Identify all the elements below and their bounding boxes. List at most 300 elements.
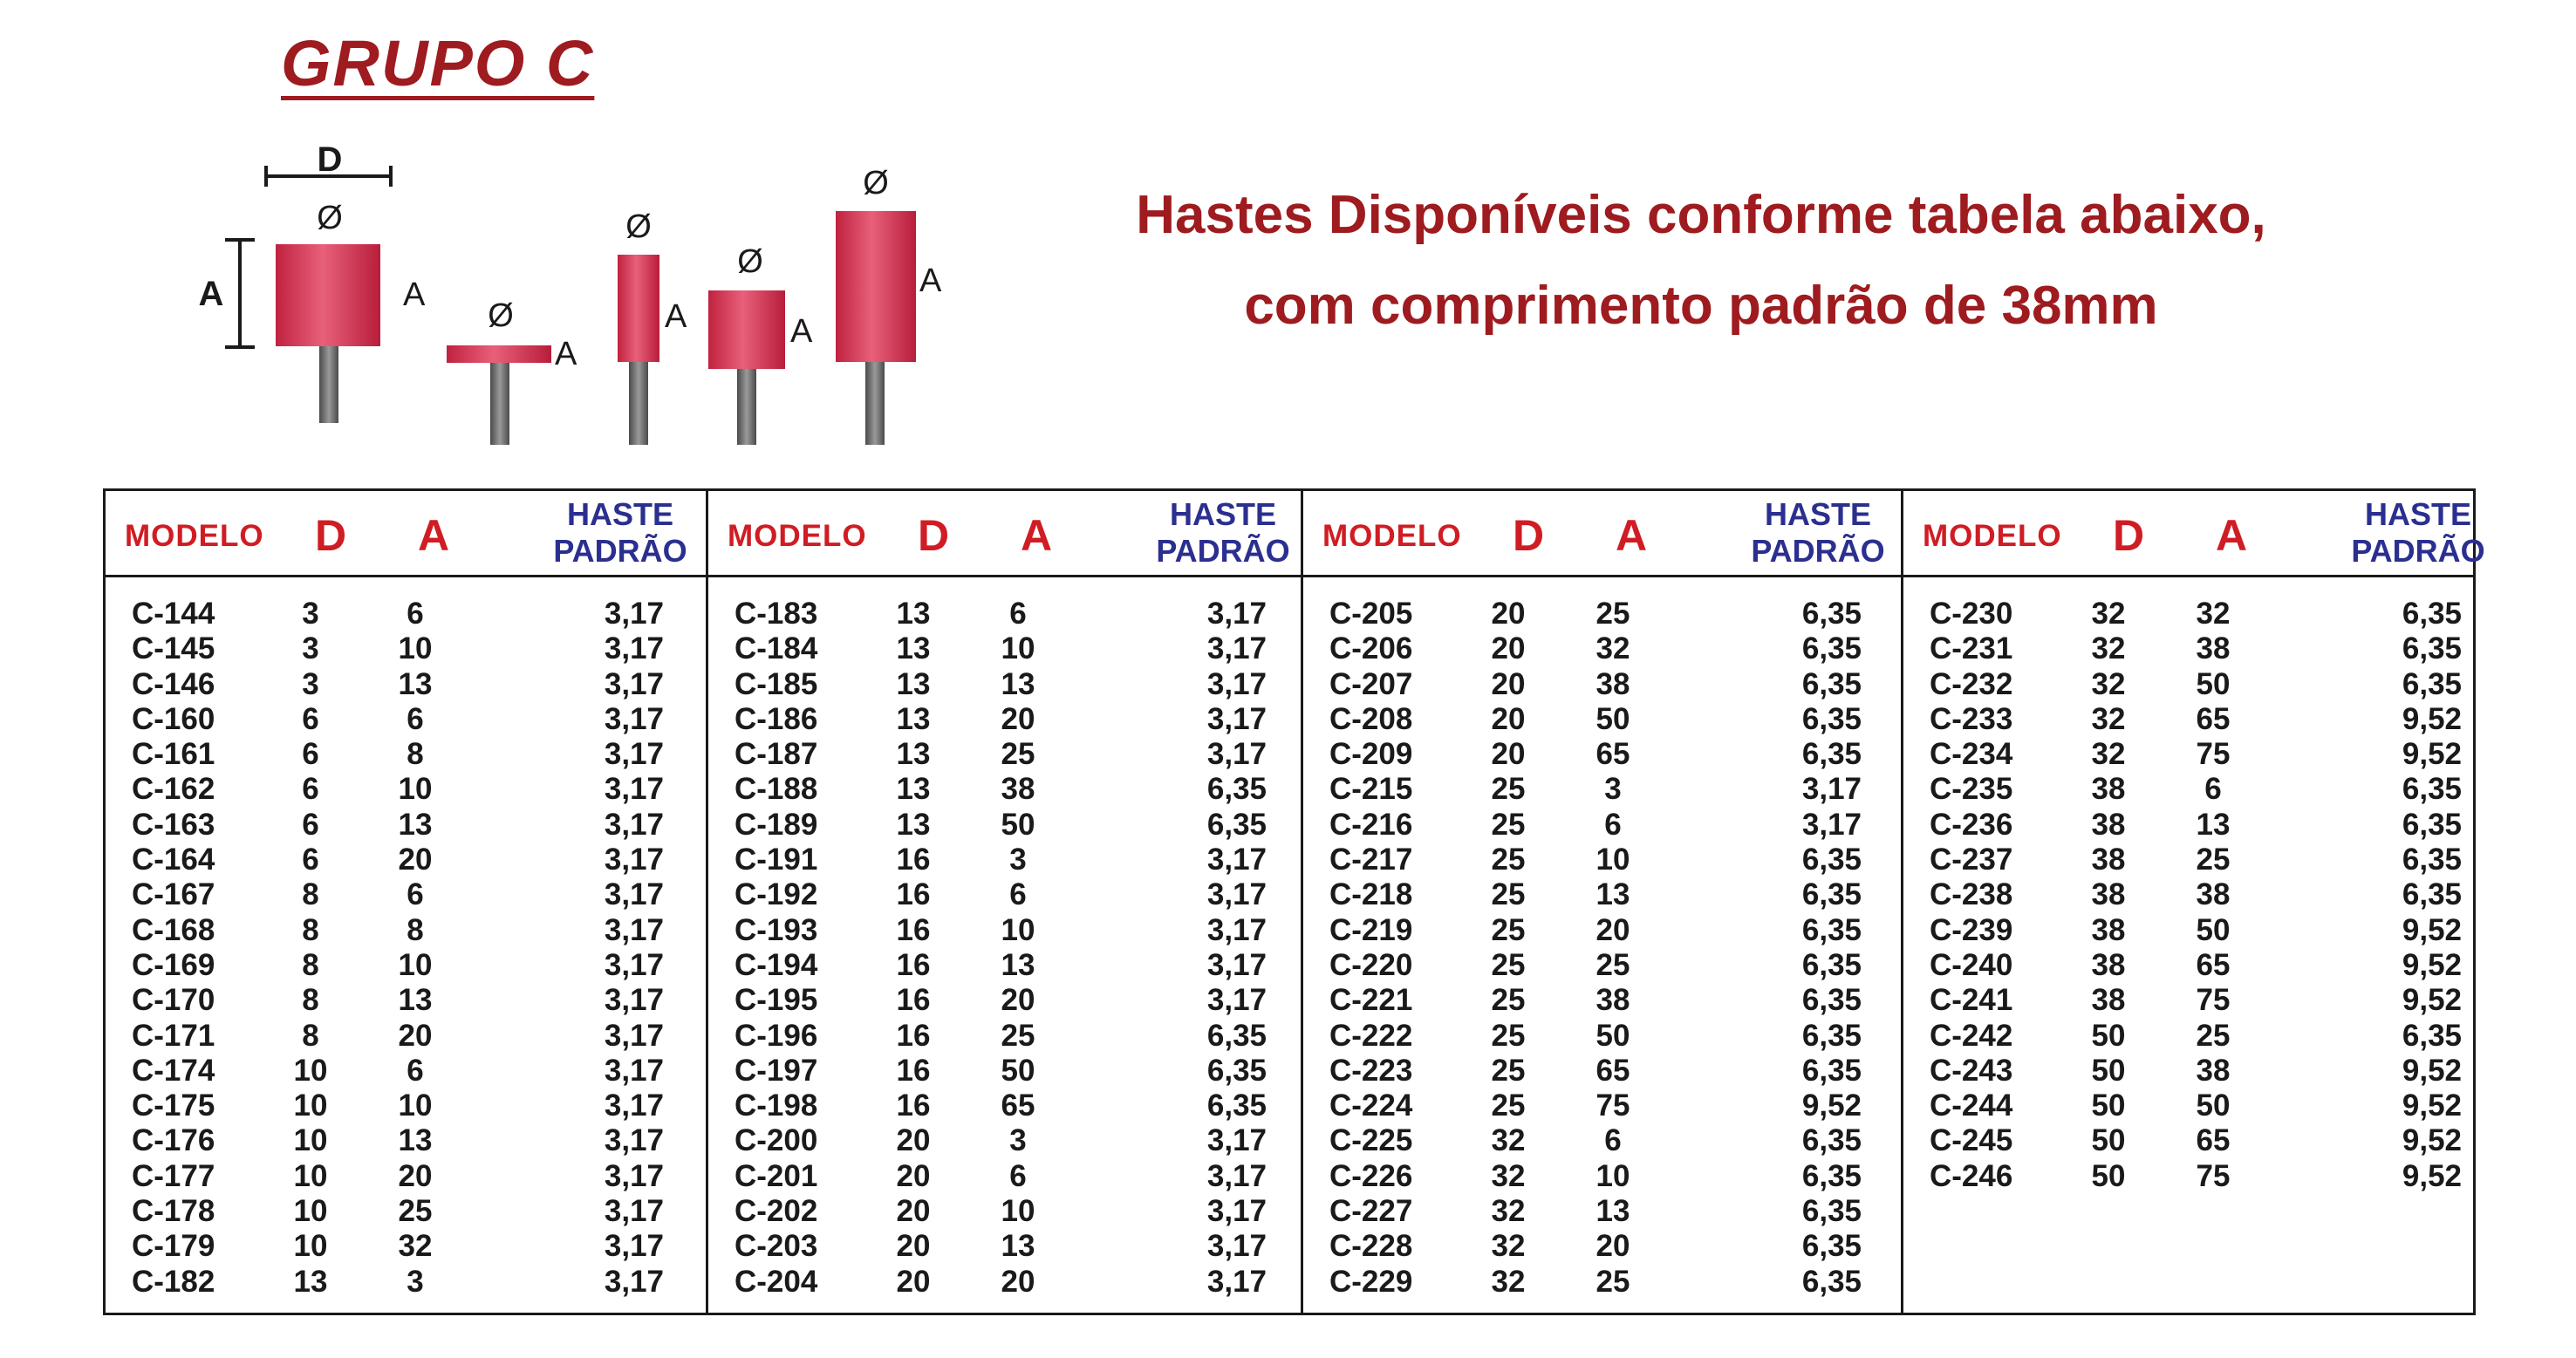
cell-haste: 6,35 bbox=[1206, 1053, 1267, 1088]
table-row bbox=[708, 1123, 1301, 1158]
diameter-symbol: Ø bbox=[317, 200, 343, 236]
cell-a: 38 bbox=[1001, 772, 1035, 807]
diameter-symbol: Ø bbox=[488, 297, 514, 334]
table-row bbox=[1903, 667, 2473, 702]
cell-modelo: C-224 bbox=[1329, 1088, 1413, 1123]
header-d: D bbox=[1513, 511, 1545, 560]
cell-modelo: C-246 bbox=[1930, 1158, 2013, 1193]
cell-modelo: C-198 bbox=[735, 1088, 818, 1123]
cell-modelo: C-182 bbox=[132, 1264, 215, 1299]
cell-modelo: C-206 bbox=[1329, 631, 1413, 666]
cell-haste: 6,35 bbox=[2402, 772, 2462, 807]
table-row bbox=[708, 843, 1301, 877]
table-row bbox=[708, 1159, 1301, 1194]
table-row bbox=[1303, 1054, 1901, 1088]
table-header bbox=[106, 491, 706, 577]
header-haste-padrao bbox=[1722, 496, 1914, 570]
cell-a: 10 bbox=[1595, 1158, 1630, 1193]
cell-d: 38 bbox=[2091, 807, 2126, 842]
cell-a: 10 bbox=[1001, 912, 1035, 947]
cell-haste: 6,35 bbox=[1206, 772, 1267, 807]
cell-a: 25 bbox=[1595, 947, 1630, 982]
table-row bbox=[106, 983, 706, 1018]
cell-d: 16 bbox=[896, 1088, 931, 1123]
table-row bbox=[106, 1229, 706, 1264]
cell-modelo: C-184 bbox=[735, 631, 818, 666]
cell-haste: 6,35 bbox=[1801, 1053, 1862, 1088]
cell-haste: 3,17 bbox=[1206, 701, 1267, 736]
subtitle bbox=[1003, 170, 2399, 351]
table-row bbox=[708, 667, 1301, 702]
table-row bbox=[1903, 948, 2473, 983]
cell-d: 20 bbox=[896, 1123, 931, 1158]
cell-haste: 3,17 bbox=[1801, 772, 1862, 807]
table-row bbox=[106, 631, 706, 666]
cell-haste: 6,35 bbox=[1801, 666, 1862, 701]
table-section-2 bbox=[706, 491, 1301, 1313]
table-header bbox=[1903, 491, 2485, 577]
table-row bbox=[106, 1054, 706, 1088]
table-row bbox=[1903, 808, 2473, 843]
cell-a: 20 bbox=[1001, 1264, 1035, 1299]
table-row bbox=[1903, 1159, 2473, 1194]
cell-modelo: C-194 bbox=[735, 947, 818, 982]
cell-a: 10 bbox=[1001, 631, 1035, 666]
cell-haste: 9,52 bbox=[2402, 1053, 2462, 1088]
cell-d: 13 bbox=[896, 631, 931, 666]
cell-modelo: C-176 bbox=[132, 1123, 215, 1158]
wheel-shape-3 bbox=[618, 208, 687, 445]
cell-d: 50 bbox=[2091, 1053, 2126, 1088]
dimension-label-a: A bbox=[198, 275, 224, 313]
cell-d: 16 bbox=[896, 1053, 931, 1088]
cell-a: 32 bbox=[398, 1229, 433, 1264]
cell-modelo: C-228 bbox=[1329, 1229, 1413, 1264]
cell-haste: 6,35 bbox=[1801, 1158, 1862, 1193]
cell-a: 10 bbox=[398, 772, 433, 807]
cell-a: 32 bbox=[2196, 597, 2231, 631]
cell-d: 16 bbox=[896, 983, 931, 1018]
cell-d: 50 bbox=[2091, 1018, 2126, 1053]
cell-modelo: C-232 bbox=[1930, 666, 2013, 701]
cell-haste: 9,52 bbox=[2402, 1088, 2462, 1123]
cell-d: 38 bbox=[2091, 877, 2126, 912]
cell-d: 38 bbox=[2091, 983, 2126, 1018]
cell-d: 38 bbox=[2091, 843, 2126, 877]
table-row bbox=[106, 702, 706, 737]
subtitle-line-2: com comprimento padrão de 38mm bbox=[1244, 276, 2158, 336]
table-row bbox=[1903, 877, 2473, 912]
table-row bbox=[1303, 913, 1901, 948]
cell-a: 6 bbox=[1604, 807, 1622, 842]
cell-d: 13 bbox=[896, 772, 931, 807]
cell-modelo: C-144 bbox=[132, 597, 215, 631]
cell-a: 10 bbox=[398, 1088, 433, 1123]
cell-a: 20 bbox=[1001, 983, 1035, 1018]
table-row bbox=[708, 1054, 1301, 1088]
cell-haste: 9,52 bbox=[2402, 701, 2462, 736]
cell-a: 50 bbox=[1595, 1018, 1630, 1053]
cell-d: 25 bbox=[1491, 983, 1526, 1018]
cell-a: 65 bbox=[2196, 1123, 2231, 1158]
cell-modelo: C-219 bbox=[1329, 912, 1413, 947]
cell-d: 32 bbox=[1491, 1264, 1526, 1299]
table-row bbox=[1903, 1088, 2473, 1123]
cell-d: 32 bbox=[1491, 1229, 1526, 1264]
header-modelo: MODELO bbox=[1322, 519, 1462, 553]
cell-a: 13 bbox=[2196, 807, 2231, 842]
cell-a: 13 bbox=[1595, 1194, 1630, 1229]
table-section-1 bbox=[106, 491, 706, 1313]
cell-haste: 3,17 bbox=[604, 1264, 664, 1299]
cell-haste: 3,17 bbox=[604, 666, 664, 701]
cell-haste: 6,35 bbox=[1206, 1018, 1267, 1053]
cell-modelo: C-226 bbox=[1329, 1158, 1413, 1193]
header-haste: HASTE bbox=[566, 496, 673, 532]
cell-modelo: C-196 bbox=[735, 1018, 818, 1053]
cell-d: 3 bbox=[302, 597, 319, 631]
cell-haste: 6,35 bbox=[1801, 701, 1862, 736]
table-row bbox=[106, 597, 706, 631]
cell-modelo: C-234 bbox=[1930, 737, 2013, 772]
dimension-label-a: A bbox=[919, 263, 942, 299]
cell-haste: 6,35 bbox=[2402, 1018, 2462, 1053]
table-row bbox=[1903, 983, 2473, 1018]
header-haste-padrao bbox=[2322, 496, 2514, 570]
table-row bbox=[106, 1019, 706, 1054]
cell-a: 13 bbox=[1001, 1229, 1035, 1264]
cell-d: 25 bbox=[1491, 1018, 1526, 1053]
table-row bbox=[1903, 1019, 2473, 1054]
cell-a: 6 bbox=[1604, 1123, 1622, 1158]
cell-a: 6 bbox=[1009, 877, 1027, 912]
cell-haste: 3,17 bbox=[604, 1053, 664, 1088]
cell-d: 50 bbox=[2091, 1088, 2126, 1123]
cell-a: 65 bbox=[2196, 947, 2231, 982]
cell-d: 38 bbox=[2091, 912, 2126, 947]
cell-d: 32 bbox=[2091, 737, 2126, 772]
cell-d: 32 bbox=[2091, 597, 2126, 631]
header-haste: HASTE bbox=[1764, 496, 1871, 532]
cell-modelo: C-217 bbox=[1329, 843, 1413, 877]
cell-d: 13 bbox=[896, 597, 931, 631]
table-row bbox=[1903, 597, 2473, 631]
header-d: D bbox=[918, 511, 950, 560]
cell-d: 20 bbox=[1491, 737, 1526, 772]
cell-d: 10 bbox=[293, 1229, 328, 1264]
table-row bbox=[1903, 737, 2473, 772]
cell-d: 10 bbox=[293, 1158, 328, 1193]
cell-haste: 6,35 bbox=[2402, 666, 2462, 701]
cell-d: 16 bbox=[896, 1018, 931, 1053]
cell-d: 20 bbox=[1491, 597, 1526, 631]
header-a: A bbox=[418, 511, 450, 560]
cell-haste: 3,17 bbox=[604, 912, 664, 947]
cell-a: 13 bbox=[398, 1123, 433, 1158]
cell-modelo: C-227 bbox=[1329, 1194, 1413, 1229]
cell-modelo: C-205 bbox=[1329, 597, 1413, 631]
cell-a: 6 bbox=[407, 1053, 424, 1088]
header-haste: HASTE bbox=[2364, 496, 2471, 532]
table-row bbox=[1903, 631, 2473, 666]
cell-modelo: C-185 bbox=[735, 666, 818, 701]
cell-modelo: C-188 bbox=[735, 772, 818, 807]
cell-modelo: C-215 bbox=[1329, 772, 1413, 807]
cell-a: 20 bbox=[1595, 1229, 1630, 1264]
header-modelo: MODELO bbox=[125, 519, 264, 553]
table-row bbox=[708, 983, 1301, 1018]
cell-haste: 6,35 bbox=[1206, 807, 1267, 842]
table-row bbox=[1303, 1194, 1901, 1229]
table-row bbox=[106, 1159, 706, 1194]
cell-d: 25 bbox=[1491, 912, 1526, 947]
table-row bbox=[1303, 702, 1901, 737]
cell-d: 50 bbox=[2091, 1158, 2126, 1193]
cell-a: 50 bbox=[2196, 1088, 2231, 1123]
cell-a: 6 bbox=[407, 877, 424, 912]
table-row bbox=[1303, 808, 1901, 843]
wheel-shape-1 bbox=[199, 140, 426, 423]
cell-d: 16 bbox=[896, 947, 931, 982]
cell-d: 6 bbox=[302, 807, 319, 842]
cell-haste: 3,17 bbox=[604, 983, 664, 1018]
cell-haste: 3,17 bbox=[1206, 631, 1267, 666]
table-row bbox=[1303, 737, 1901, 772]
cell-d: 10 bbox=[293, 1194, 328, 1229]
cell-modelo: C-175 bbox=[132, 1088, 215, 1123]
table-body bbox=[106, 577, 706, 1300]
cell-modelo: C-233 bbox=[1930, 701, 2013, 736]
header-a: A bbox=[2216, 511, 2248, 560]
cell-a: 3 bbox=[1009, 843, 1027, 877]
cell-haste: 3,17 bbox=[604, 701, 664, 736]
cell-haste: 3,17 bbox=[1206, 666, 1267, 701]
cell-modelo: C-170 bbox=[132, 983, 215, 1018]
table-row bbox=[106, 1265, 706, 1300]
cell-haste: 6,35 bbox=[1801, 983, 1862, 1018]
cell-modelo: C-183 bbox=[735, 597, 818, 631]
cell-a: 75 bbox=[2196, 983, 2231, 1018]
cell-haste: 3,17 bbox=[1206, 1264, 1267, 1299]
cell-modelo: C-209 bbox=[1329, 737, 1413, 772]
cell-a: 38 bbox=[1595, 666, 1630, 701]
table-row bbox=[106, 667, 706, 702]
cell-modelo: C-235 bbox=[1930, 772, 2013, 807]
cell-haste: 3,17 bbox=[1206, 737, 1267, 772]
cell-modelo: C-163 bbox=[132, 807, 215, 842]
cell-modelo: C-202 bbox=[735, 1194, 818, 1229]
table-row bbox=[1303, 772, 1901, 807]
cell-modelo: C-218 bbox=[1329, 877, 1413, 912]
table-row bbox=[106, 737, 706, 772]
header-padrao: PADRÃO bbox=[2351, 533, 2485, 569]
page-title: GRUPO C bbox=[281, 27, 595, 99]
table-row bbox=[708, 948, 1301, 983]
cell-modelo: C-186 bbox=[735, 701, 818, 736]
cell-modelo: C-240 bbox=[1930, 947, 2013, 982]
cell-haste: 3,17 bbox=[604, 1088, 664, 1123]
table-row bbox=[708, 1229, 1301, 1264]
cell-modelo: C-171 bbox=[132, 1018, 215, 1053]
table-section-3 bbox=[1301, 491, 1901, 1313]
cell-d: 32 bbox=[1491, 1158, 1526, 1193]
cell-haste: 3,17 bbox=[604, 843, 664, 877]
table-row bbox=[1903, 1054, 2473, 1088]
wheel-shape-2 bbox=[447, 297, 577, 445]
cell-a: 25 bbox=[2196, 1018, 2231, 1053]
cell-haste: 6,35 bbox=[1801, 877, 1862, 912]
cell-d: 8 bbox=[302, 947, 319, 982]
cell-a: 25 bbox=[1001, 1018, 1035, 1053]
cell-d: 16 bbox=[896, 877, 931, 912]
table-row bbox=[708, 1088, 1301, 1123]
table-row bbox=[708, 702, 1301, 737]
cell-d: 16 bbox=[896, 843, 931, 877]
table-row bbox=[106, 948, 706, 983]
cell-haste: 6,35 bbox=[1206, 1088, 1267, 1123]
table-row bbox=[1903, 843, 2473, 877]
header-d: D bbox=[2113, 511, 2145, 560]
table-row bbox=[708, 1265, 1301, 1300]
cell-haste: 9,52 bbox=[2402, 1123, 2462, 1158]
cell-a: 6 bbox=[1009, 597, 1027, 631]
table-body bbox=[1903, 577, 2473, 1194]
mounted-point-diagram bbox=[0, 0, 1003, 471]
table-row bbox=[1303, 667, 1901, 702]
cell-modelo: C-179 bbox=[132, 1229, 215, 1264]
cell-modelo: C-189 bbox=[735, 807, 818, 842]
cell-a: 6 bbox=[2204, 772, 2222, 807]
dimension-label-d: D bbox=[317, 140, 343, 179]
cell-d: 8 bbox=[302, 912, 319, 947]
cell-d: 32 bbox=[1491, 1123, 1526, 1158]
cell-modelo: C-238 bbox=[1930, 877, 2013, 912]
cell-a: 6 bbox=[1009, 1158, 1027, 1193]
cell-modelo: C-193 bbox=[735, 912, 818, 947]
cell-a: 10 bbox=[398, 631, 433, 666]
cell-d: 8 bbox=[302, 1018, 319, 1053]
cell-d: 8 bbox=[302, 877, 319, 912]
cell-d: 3 bbox=[302, 666, 319, 701]
table-row bbox=[1303, 1019, 1901, 1054]
cell-a: 75 bbox=[1595, 1088, 1630, 1123]
cell-haste: 6,35 bbox=[1801, 1018, 1862, 1053]
cell-d: 13 bbox=[896, 737, 931, 772]
cell-a: 20 bbox=[398, 1158, 433, 1193]
cell-haste: 3,17 bbox=[1206, 983, 1267, 1018]
cell-a: 65 bbox=[1595, 1053, 1630, 1088]
cell-d: 8 bbox=[302, 983, 319, 1018]
cell-modelo: C-204 bbox=[735, 1264, 818, 1299]
cell-d: 13 bbox=[896, 807, 931, 842]
cell-modelo: C-145 bbox=[132, 631, 215, 666]
cell-modelo: C-178 bbox=[132, 1194, 215, 1229]
diameter-symbol: Ø bbox=[863, 165, 889, 201]
subtitle-line-1: Hastes Disponíveis conforme tabela abaixo, bbox=[1136, 185, 2266, 245]
cell-haste: 3,17 bbox=[604, 1123, 664, 1158]
table-row bbox=[708, 808, 1301, 843]
table-row bbox=[708, 631, 1301, 666]
table-row bbox=[1303, 1088, 1901, 1123]
cell-a: 10 bbox=[1001, 1194, 1035, 1229]
header-padrao: PADRÃO bbox=[1751, 533, 1885, 569]
cell-a: 38 bbox=[2196, 877, 2231, 912]
cell-modelo: C-200 bbox=[735, 1123, 818, 1158]
cell-d: 6 bbox=[302, 701, 319, 736]
header-haste: HASTE bbox=[1169, 496, 1276, 532]
cell-modelo: C-191 bbox=[735, 843, 818, 877]
table-row bbox=[1303, 597, 1901, 631]
cell-haste: 3,17 bbox=[604, 631, 664, 666]
cell-haste: 3,17 bbox=[1206, 877, 1267, 912]
cell-modelo: C-243 bbox=[1930, 1053, 2013, 1088]
cell-d: 25 bbox=[1491, 947, 1526, 982]
cell-a: 13 bbox=[398, 807, 433, 842]
cell-a: 25 bbox=[398, 1194, 433, 1229]
table-body bbox=[1303, 577, 1901, 1300]
cell-d: 10 bbox=[293, 1053, 328, 1088]
cell-d: 13 bbox=[293, 1264, 328, 1299]
table-row bbox=[1303, 983, 1901, 1018]
cell-a: 25 bbox=[1001, 737, 1035, 772]
cell-d: 32 bbox=[2091, 666, 2126, 701]
cell-haste: 3,17 bbox=[604, 737, 664, 772]
cell-modelo: C-241 bbox=[1930, 983, 2013, 1018]
cell-haste: 9,52 bbox=[2402, 737, 2462, 772]
cell-a: 6 bbox=[407, 597, 424, 631]
cell-a: 50 bbox=[1001, 807, 1035, 842]
cell-a: 25 bbox=[2196, 843, 2231, 877]
header-modelo: MODELO bbox=[1923, 519, 2062, 553]
table-row bbox=[1903, 913, 2473, 948]
cell-a: 3 bbox=[407, 1264, 424, 1299]
cell-modelo: C-239 bbox=[1930, 912, 2013, 947]
header-padrao: PADRÃO bbox=[1156, 533, 1290, 569]
cell-d: 10 bbox=[293, 1088, 328, 1123]
cell-modelo: C-177 bbox=[132, 1158, 215, 1193]
cell-modelo: C-236 bbox=[1930, 807, 2013, 842]
cell-haste: 3,17 bbox=[604, 1194, 664, 1229]
cell-haste: 9,52 bbox=[2402, 1158, 2462, 1193]
cell-modelo: C-208 bbox=[1329, 701, 1413, 736]
table-row bbox=[708, 913, 1301, 948]
table-row bbox=[708, 772, 1301, 807]
cell-modelo: C-201 bbox=[735, 1158, 818, 1193]
cell-haste: 6,35 bbox=[2402, 843, 2462, 877]
header-a: A bbox=[1616, 511, 1648, 560]
table-row bbox=[1903, 1123, 2473, 1158]
cell-a: 8 bbox=[407, 737, 424, 772]
cell-d: 25 bbox=[1491, 807, 1526, 842]
cell-modelo: C-160 bbox=[132, 701, 215, 736]
dimension-label-a: A bbox=[555, 336, 577, 372]
cell-d: 13 bbox=[896, 701, 931, 736]
cell-modelo: C-169 bbox=[132, 947, 215, 982]
cell-modelo: C-167 bbox=[132, 877, 215, 912]
table-row bbox=[1303, 1265, 1901, 1300]
cell-haste: 3,17 bbox=[604, 1229, 664, 1264]
cell-modelo: C-195 bbox=[735, 983, 818, 1018]
wheel-shape-4 bbox=[708, 243, 813, 445]
wheel-shape-5 bbox=[836, 165, 942, 445]
header-padrao: PADRÃO bbox=[553, 533, 687, 569]
cell-haste: 3,17 bbox=[604, 772, 664, 807]
cell-haste: 6,35 bbox=[1801, 1264, 1862, 1299]
table-row bbox=[106, 877, 706, 912]
cell-haste: 6,35 bbox=[2402, 877, 2462, 912]
cell-modelo: C-223 bbox=[1329, 1053, 1413, 1088]
table-row bbox=[708, 1019, 1301, 1054]
